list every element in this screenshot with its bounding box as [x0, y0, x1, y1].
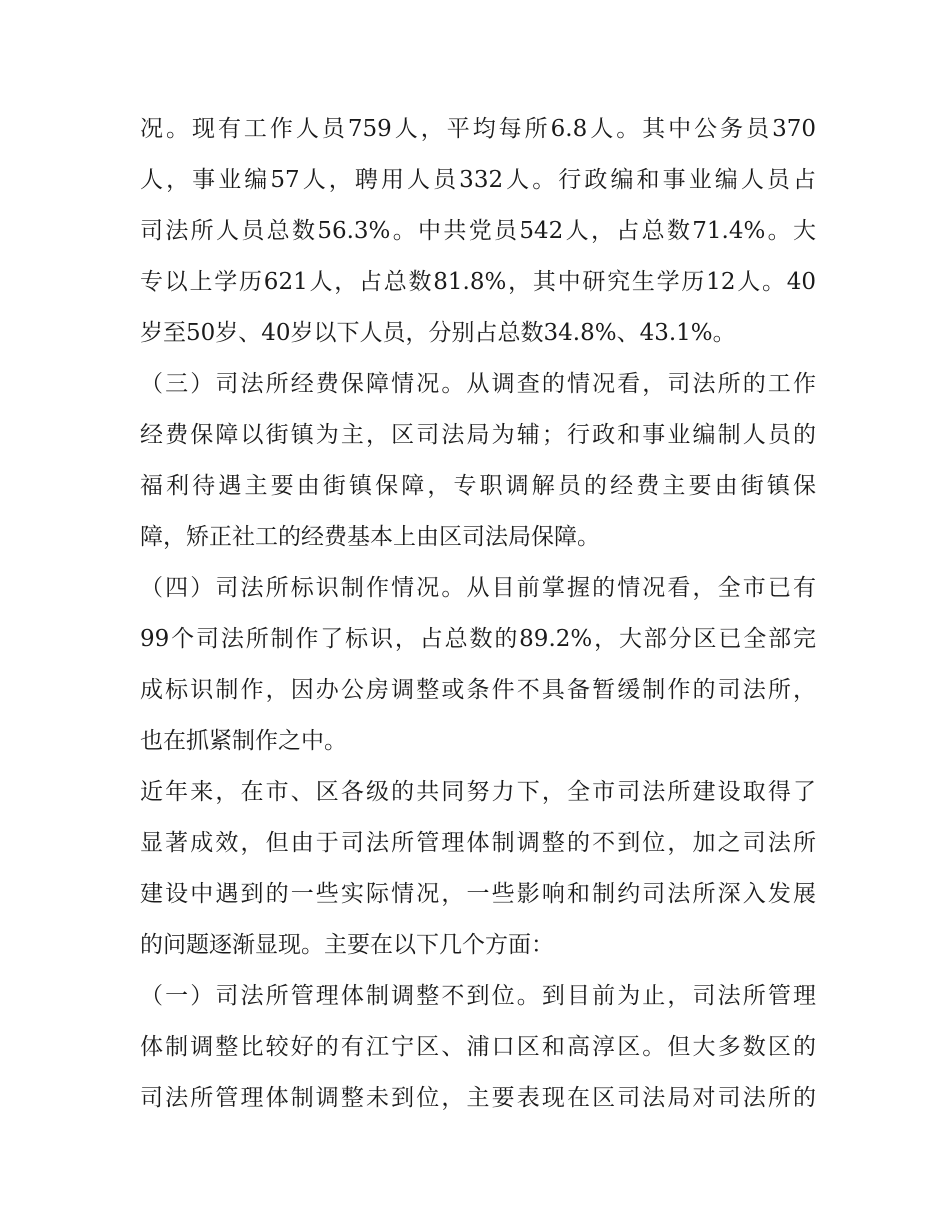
text-line: 专以上学历621人，占总数81.8%，其中研究生学历12人。40 — [140, 269, 816, 295]
paragraph-funding — [140, 359, 816, 563]
text-line: 显著成效，但由于司法所管理体制调整的不到位，加之司法所 — [140, 830, 816, 856]
text-line: 经费保障以街镇为主，区司法局为辅；行政和事业编制人员的 — [140, 422, 816, 448]
text-line: （三）司法所经费保障情况。从调查的情况看，司法所的工作 — [140, 371, 816, 397]
text-line: （四）司法所标识制作情况。从目前掌握的情况看，全市已有 — [140, 575, 816, 601]
text-line: 建设中遇到的一些实际情况，一些影响和制约司法所深入发展 — [140, 881, 816, 907]
text-line: 也在抓紧制作之中。 — [140, 728, 347, 754]
text-line: 司法所管理体制调整未到位，主要表现在区司法局对司法所的 — [140, 1085, 816, 1111]
text-line: 司法所人员总数56.3%。中共党员542人，占总数71.4%。大 — [140, 218, 816, 244]
text-line: （一）司法所管理体制调整不到位。到目前为止，司法所管理 — [140, 983, 816, 1009]
text-line: 的问题逐渐显现。主要在以下几个方面： — [140, 932, 554, 958]
paragraph-signage — [140, 563, 816, 767]
paragraph-staffing — [140, 104, 816, 359]
paragraph-issues-intro — [140, 767, 816, 971]
document-page — [140, 104, 816, 1124]
text-line: 成标识制作，因办公房调整或条件不具备暂缓制作的司法所， — [140, 677, 816, 703]
text-line: 体制调整比较好的有江宁区、浦口区和高淳区。但大多数区的 — [140, 1034, 816, 1060]
text-line: 人，事业编57人，聘用人员332人。行政编和事业编人员占 — [140, 167, 816, 193]
text-line: 岁至50岁、40岁以下人员，分别占总数34.8%、43.1%。 — [140, 320, 736, 346]
text-line: 障，矫正社工的经费基本上由区司法局保障。 — [140, 524, 600, 550]
text-line: 福利待遇主要由街镇保障，专职调解员的经费主要由街镇保 — [140, 473, 816, 499]
text-line: 况。现有工作人员759人，平均每所6.8人。其中公务员370 — [140, 116, 816, 142]
paragraph-management — [140, 971, 816, 1124]
text-line: 近年来，在市、区各级的共同努力下，全市司法所建设取得了 — [140, 779, 816, 805]
text-line: 99个司法所制作了标识，占总数的89.2%，大部分区已全部完 — [140, 626, 816, 652]
